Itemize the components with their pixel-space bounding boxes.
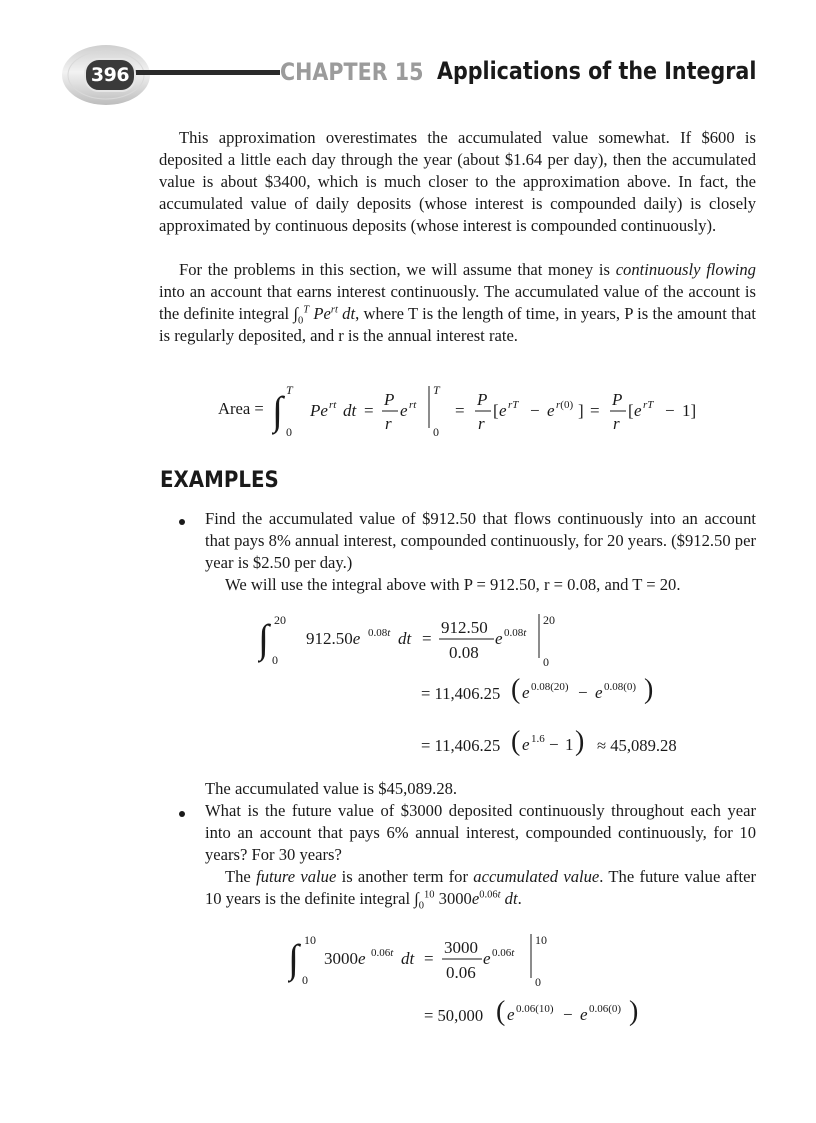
svg-text:(: ( [511,726,521,757]
svg-text:r: r [385,414,392,433]
svg-text:=: = [422,629,432,648]
example-1-integral [258,608,568,668]
svg-text:e: e [400,401,408,420]
example-1-text: Find the accumulated value of $912.50 that flows continuously into an account that pays 8% annual interest, compounded continuously, for 20 years. ($912.50 per year is $2.50 per day.) [205,509,756,572]
svg-text:=: = [590,401,600,420]
svg-text:0: 0 [302,973,308,987]
examples-heading: EXAMPLES [160,468,279,493]
svg-text:0.08t: 0.08t [504,627,527,639]
svg-text:e: e [483,949,491,968]
svg-text:−: − [665,401,675,420]
svg-text:P: P [612,390,623,409]
svg-text:0.06t: 0.06t [371,947,394,959]
svg-text:∫: ∫ [288,936,299,981]
intro-paragraph-2: For the problems in this section, we will assume that money is continuously flowing into an account that earns interest continuously. The accumulated value of the account is the definite integral $\int_0^T$ $Pe^{rt}$ dt, where T is the length of time, in years, P is the amount that is regularly deposited, and r is the annual interest rate. [159,260,756,345]
chapter-label: CHAPTER 15 [280,58,424,86]
example-1-line-2-coef: = 11,406.25 [421,684,501,703]
svg-text:1]: 1] [682,401,697,420]
svg-text:): ) [575,726,585,757]
svg-text:1.6: 1.6 [531,733,545,745]
svg-text:T: T [433,383,440,397]
svg-text:0.08: 0.08 [449,643,479,662]
svg-text:0: 0 [543,655,549,668]
example-1-setup: We will use the integral above with P = 912.50, r = 0.08, and T = 20. [225,575,681,594]
svg-text:=: = [455,401,465,420]
svg-text:e: e [547,401,555,420]
svg-text:10: 10 [535,933,547,947]
svg-text:rt: rt [329,399,337,411]
svg-text:3000: 3000 [444,938,478,957]
chapter-title: Applications of the Integral [437,57,757,85]
svg-text:[: [ [628,401,634,420]
bullet-1 [179,519,185,525]
svg-text:−: − [549,735,559,754]
svg-text:3000e: 3000e [324,949,366,968]
area-formula [272,380,712,440]
svg-text:=: = [364,401,374,420]
page-number: 396 [84,58,136,92]
svg-text:1: 1 [565,735,574,754]
svg-text:20: 20 [543,613,555,627]
svg-text:e: e [595,683,603,702]
inline-integral-2: $\int_0^{10}$ $3000e^{0.06t}$ dt [414,889,518,912]
intro-paragraph-1: This approximation overestimates the accumulated value somewhat. If $600 is deposited a little each day through the year (about $1.64 per day), then the accumulated value is about $3400, which is much closer to the approximation above. In fact, the accumulated value of daily deposits (whose interest is compounded daily) is closely approximated by continuous deposits (whose interest is compounded continuously). [159,128,756,235]
svg-text:): ) [629,996,639,1027]
svg-text:[: [ [493,401,499,420]
svg-text:912.50e: 912.50e [306,629,361,648]
example-2-explanation: The future value is another term for accumulated value. The future value after 10 years is the definite integral $\int_0^{10}$ $3000e^{0.06t}$ dt. [205,867,756,912]
svg-text:e: e [499,401,507,420]
svg-text:0.06: 0.06 [446,963,476,982]
svg-text:r: r [478,414,485,433]
svg-text:P: P [384,390,395,409]
example-1-line-3-coef: = 11,406.25 [421,736,501,755]
svg-text:0.08t: 0.08t [368,627,391,639]
example-2-text: What is the future value of $3000 deposited continuously throughout each year into an account that pays 6% annual interest, compounded continuously, for 10 years? For 30 years? [205,801,756,864]
example-1-line-3-expr [511,722,591,762]
svg-text:e: e [522,683,530,702]
svg-text:e: e [634,401,642,420]
svg-text:−: − [530,401,540,420]
svg-text:dt: dt [398,629,412,648]
svg-text:−: − [578,683,588,702]
svg-text:=: = [424,949,434,968]
svg-text:0.06(10): 0.06(10) [516,1003,554,1015]
svg-text:0.08(20): 0.08(20) [531,681,569,693]
svg-text:0: 0 [433,425,439,439]
svg-text:0.08(0): 0.08(0) [604,681,637,693]
inline-integral: $\int_0^T$ $Pe^{rt}$ dt [293,304,356,327]
svg-text:e: e [495,629,503,648]
svg-text:912.50: 912.50 [441,618,488,637]
svg-text:r(0): r(0) [556,399,574,411]
svg-text:(: ( [496,996,506,1027]
svg-text:Pe: Pe [310,401,328,420]
svg-text:]: ] [578,401,584,420]
svg-text:rt: rt [409,399,417,411]
svg-text:P: P [477,390,488,409]
svg-text:(: ( [511,674,521,705]
svg-text:0: 0 [286,425,292,439]
svg-text:−: − [563,1005,573,1024]
svg-text:T: T [286,383,293,397]
svg-text:0.06(0): 0.06(0) [589,1003,622,1015]
svg-text:e: e [522,735,530,754]
example-2-line-2-expr [496,992,666,1032]
svg-text:∫: ∫ [258,616,269,661]
area-label: Area = [218,399,264,418]
svg-text:20: 20 [274,613,286,627]
example-1-conclusion: The accumulated value is $45,089.28. [205,779,458,798]
svg-text:): ) [644,674,654,705]
svg-text:∫: ∫ [272,388,283,433]
svg-text:dt: dt [401,949,415,968]
svg-text:e: e [507,1005,515,1024]
example-2-integral [288,928,568,988]
svg-text:0: 0 [272,653,278,667]
bullet-2 [179,811,185,817]
header-rule [120,70,280,75]
svg-text:e: e [580,1005,588,1024]
svg-text:0: 0 [535,975,541,988]
example-1-line-2-expr [511,670,691,710]
example-2-line-2-coef: = 50,000 [424,1006,484,1025]
svg-text:10: 10 [304,933,316,947]
svg-text:rT: rT [508,399,519,411]
svg-text:r: r [613,414,620,433]
example-1-result: ≈ 45,089.28 [597,736,677,755]
svg-text:dt: dt [343,401,357,420]
svg-text:0.06t: 0.06t [492,947,515,959]
svg-text:rT: rT [643,399,654,411]
